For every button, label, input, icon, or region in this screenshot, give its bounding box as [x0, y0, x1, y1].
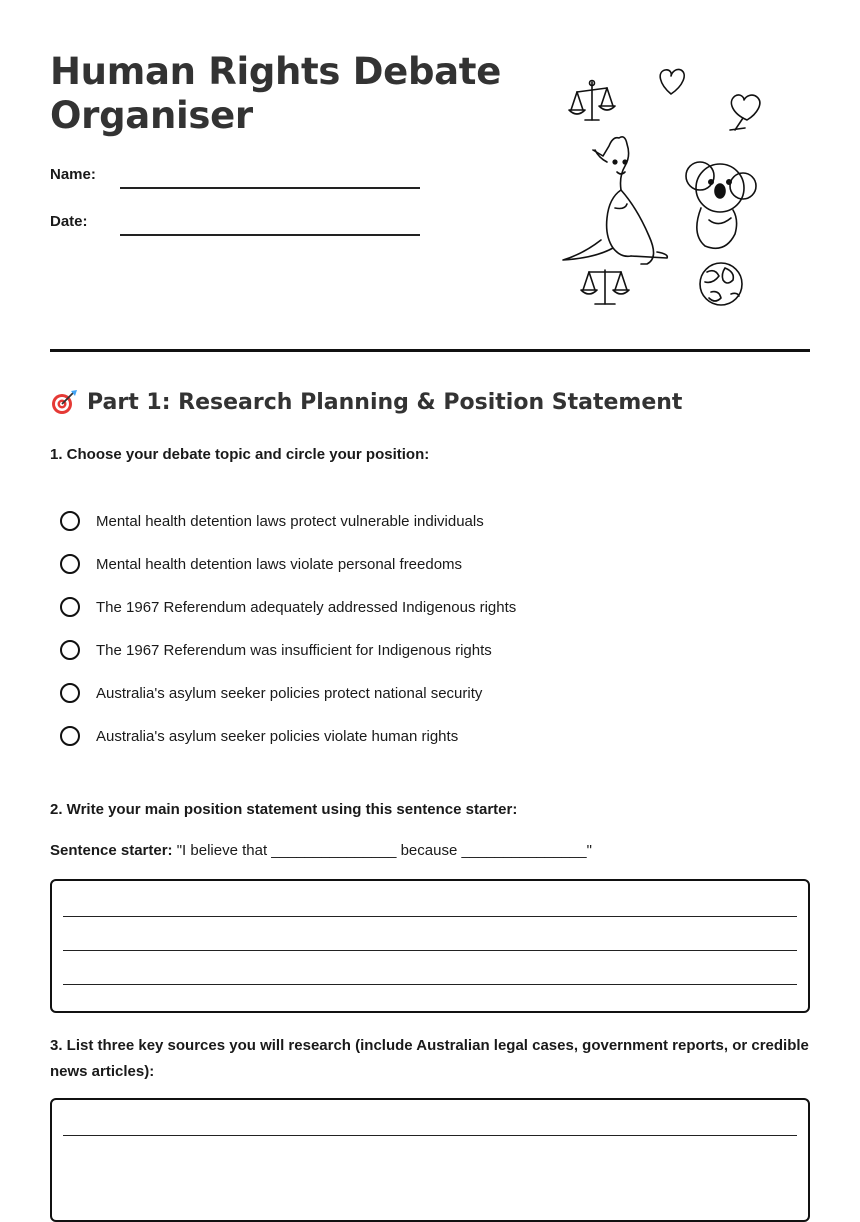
header-divider — [50, 349, 810, 352]
radio-circle[interactable] — [60, 511, 80, 531]
sentence-starter — [50, 842, 592, 859]
scales-icon — [581, 270, 629, 304]
radio-circle[interactable] — [60, 597, 80, 617]
radio-circle[interactable] — [60, 640, 80, 660]
position-statement-box[interactable] — [50, 879, 810, 1013]
position-option[interactable] — [60, 640, 492, 660]
radio-circle[interactable] — [60, 554, 80, 574]
starter-label: Sentence starter: — [50, 842, 173, 859]
globe-icon — [700, 263, 742, 305]
option-label: Australia's asylum seeker policies protect national security — [96, 684, 483, 702]
option-label: Mental health detention laws violate personal freedoms — [96, 555, 463, 573]
title-line-1: Human Rights Debate — [50, 50, 501, 93]
writing-line — [63, 1135, 797, 1136]
option-label: Australia's asylum seeker policies violate human rights — [96, 727, 459, 745]
part1-heading-text: Part 1: Research Planning & Position Statement — [87, 389, 683, 415]
starter-text: "I believe that _______________ because _______________" — [176, 842, 592, 859]
radio-circle[interactable] — [60, 683, 80, 703]
question-3: 3. List three key sources you will research (include Australian legal cases, government reports, or credible news articles): — [50, 1037, 809, 1080]
kangaroo-icon — [563, 137, 667, 264]
target-dart-icon — [50, 388, 78, 416]
option-label: The 1967 Referendum was insufficient for Indigenous rights — [96, 641, 492, 659]
position-option[interactable] — [60, 597, 516, 617]
position-option[interactable] — [60, 511, 484, 531]
scales-icon — [569, 81, 615, 121]
position-option[interactable] — [60, 726, 458, 746]
name-label: Name: — [50, 166, 96, 183]
date-label: Date: — [50, 213, 88, 230]
heart-icon — [660, 69, 684, 94]
name-field[interactable] — [120, 187, 420, 189]
writing-line — [63, 984, 797, 985]
question-1: 1. Choose your debate topic and circle your position: — [50, 446, 430, 463]
question-2: 2. Write your main position statement using this sentence starter: — [50, 801, 518, 818]
sources-box[interactable] — [50, 1098, 810, 1222]
koala-icon — [686, 162, 756, 248]
heart-icon — [730, 95, 760, 130]
header-illustration — [555, 58, 770, 313]
radio-circle[interactable] — [60, 726, 80, 746]
option-label: Mental health detention laws protect vulnerable individuals — [96, 512, 484, 530]
writing-line — [63, 916, 797, 917]
page-title — [50, 50, 501, 138]
date-field[interactable] — [120, 234, 420, 236]
writing-line — [63, 950, 797, 951]
option-label: The 1967 Referendum adequately addressed Indigenous rights — [96, 598, 517, 616]
part1-heading — [50, 388, 682, 416]
position-option[interactable] — [60, 554, 462, 574]
position-option[interactable] — [60, 683, 482, 703]
title-line-2: Organiser — [50, 94, 253, 137]
